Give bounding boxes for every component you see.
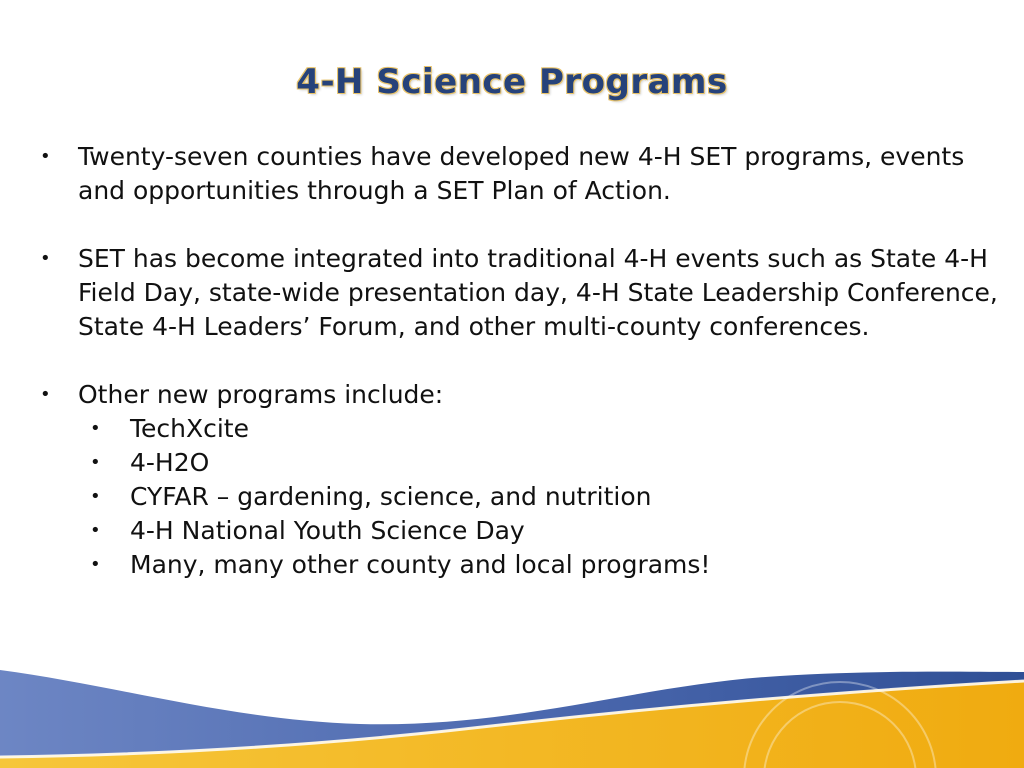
sub-bullet-text: CYFAR – gardening, science, and nutrition bbox=[130, 482, 652, 511]
bullet-icon: • bbox=[40, 248, 51, 269]
sub-bullet-item bbox=[78, 514, 1000, 548]
sub-bullet-text: 4-H National Youth Science Day bbox=[130, 516, 525, 545]
sub-bullet-list bbox=[78, 412, 1000, 582]
sub-bullet-item bbox=[78, 446, 1000, 480]
slide-body bbox=[40, 140, 1000, 582]
bullet-item bbox=[40, 378, 1000, 582]
bullet-item bbox=[40, 242, 1000, 344]
bullet-icon: • bbox=[90, 554, 101, 575]
bullet-icon: • bbox=[40, 384, 51, 405]
sub-bullet-text: 4-H2O bbox=[130, 448, 210, 477]
footer-wave-decoration bbox=[0, 658, 1024, 768]
slide-title: 4-H Science Programs bbox=[296, 62, 728, 102]
bullet-item bbox=[40, 140, 1000, 208]
sub-bullet-item bbox=[78, 480, 1000, 514]
bullet-list bbox=[40, 140, 1000, 582]
bullet-text: Other new programs include: bbox=[78, 380, 444, 409]
bullet-text: Twenty-seven counties have developed new 4-H SET programs, events and opportunities through a SET Plan of Action. bbox=[78, 142, 965, 205]
bullet-icon: • bbox=[90, 452, 101, 473]
sub-bullet-item bbox=[78, 548, 1000, 582]
sub-bullet-item bbox=[78, 412, 1000, 446]
bullet-icon: • bbox=[90, 520, 101, 541]
sub-bullet-text: TechXcite bbox=[130, 414, 249, 443]
bullet-icon: • bbox=[90, 418, 101, 439]
bullet-icon: • bbox=[40, 146, 51, 167]
sub-bullet-text: Many, many other county and local programs! bbox=[130, 550, 711, 579]
bullet-icon: • bbox=[90, 486, 101, 507]
bullet-text: SET has become integrated into traditional 4-H events such as State 4-H Field Day, state-wide presentation day, 4-H State Leadership Conference, State 4-H Leaders’ Forum, and other multi-county conferences. bbox=[78, 244, 998, 341]
